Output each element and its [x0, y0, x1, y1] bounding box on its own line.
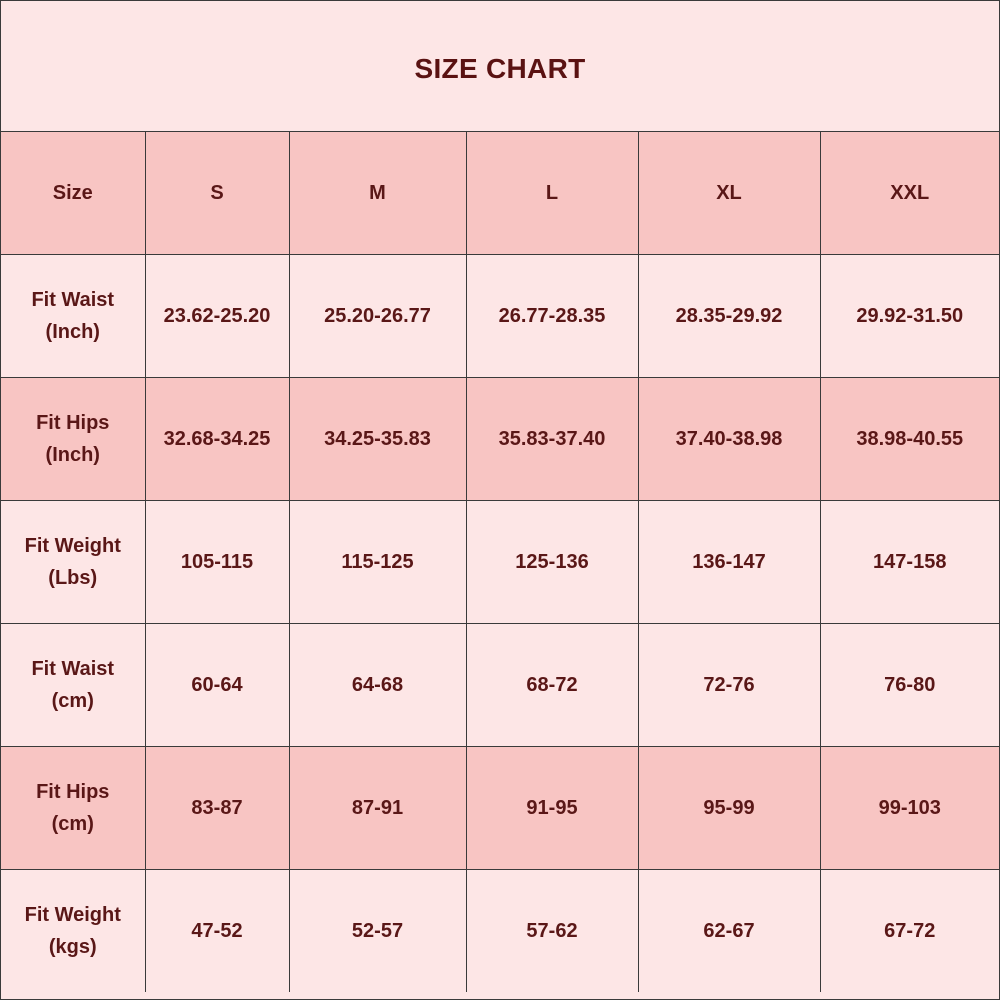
- table-cell: 52-57: [289, 870, 466, 993]
- table-cell: 60-64: [145, 624, 289, 747]
- row-label-name: Fit Weight: [24, 904, 121, 926]
- header-size-s: S: [145, 132, 289, 255]
- table-cell: 25.20-26.77: [289, 255, 466, 378]
- table-cell: 68-72: [466, 624, 638, 747]
- row-label-unit: (cm): [51, 690, 94, 712]
- row-label-unit: (cm): [51, 813, 94, 835]
- table-cell: 72-76: [638, 624, 820, 747]
- size-table: [1, 132, 999, 992]
- table-cell: 47-52: [145, 870, 289, 993]
- table-row: [1, 870, 999, 993]
- table-cell: 147-158: [820, 501, 999, 624]
- row-label-unit: (Lbs): [48, 567, 98, 589]
- table-cell: 38.98-40.55: [820, 378, 999, 501]
- table-cell: 37.40-38.98: [638, 378, 820, 501]
- row-label: [1, 870, 145, 993]
- table-cell: 99-103: [820, 747, 999, 870]
- table-cell: 76-80: [820, 624, 999, 747]
- table-cell: 64-68: [289, 624, 466, 747]
- header-size-m: M: [289, 132, 466, 255]
- table-cell: 83-87: [145, 747, 289, 870]
- row-label-name: Fit Weight: [24, 535, 121, 557]
- row-label-name: Fit Hips: [36, 781, 110, 803]
- chart-title: SIZE CHART: [1, 1, 999, 132]
- row-label-unit: (Inch): [45, 321, 100, 343]
- header-size-xl: XL: [638, 132, 820, 255]
- table-cell: 136-147: [638, 501, 820, 624]
- row-label-unit: (kgs): [48, 936, 97, 958]
- table-cell: 28.35-29.92: [638, 255, 820, 378]
- row-label: [1, 747, 145, 870]
- table-row: [1, 501, 999, 624]
- row-label-name: Fit Waist: [31, 658, 115, 680]
- header-row: [1, 132, 999, 255]
- row-label-name: Fit Hips: [36, 412, 110, 434]
- table-cell: 87-91: [289, 747, 466, 870]
- row-label: [1, 501, 145, 624]
- table-cell: 57-62: [466, 870, 638, 993]
- header-size-xxl: XXL: [820, 132, 999, 255]
- table-cell: 62-67: [638, 870, 820, 993]
- header-size-l: L: [466, 132, 638, 255]
- table-cell: 32.68-34.25: [145, 378, 289, 501]
- table-cell: 34.25-35.83: [289, 378, 466, 501]
- row-label-name: Fit Waist: [31, 289, 115, 311]
- table-row: [1, 747, 999, 870]
- table-cell: 125-136: [466, 501, 638, 624]
- table-row: [1, 255, 999, 378]
- table-cell: 26.77-28.35: [466, 255, 638, 378]
- table-cell: 95-99: [638, 747, 820, 870]
- table-cell: 23.62-25.20: [145, 255, 289, 378]
- row-label: [1, 378, 145, 501]
- table-cell: 29.92-31.50: [820, 255, 999, 378]
- table-cell: 115-125: [289, 501, 466, 624]
- table-cell: 35.83-37.40: [466, 378, 638, 501]
- table-cell: 91-95: [466, 747, 638, 870]
- header-size-label: Size: [1, 132, 145, 255]
- row-label: [1, 255, 145, 378]
- row-label-unit: (Inch): [45, 444, 100, 466]
- table-row: [1, 378, 999, 501]
- row-label: [1, 624, 145, 747]
- table-row: [1, 624, 999, 747]
- table-cell: 67-72: [820, 870, 999, 993]
- table-cell: 105-115: [145, 501, 289, 624]
